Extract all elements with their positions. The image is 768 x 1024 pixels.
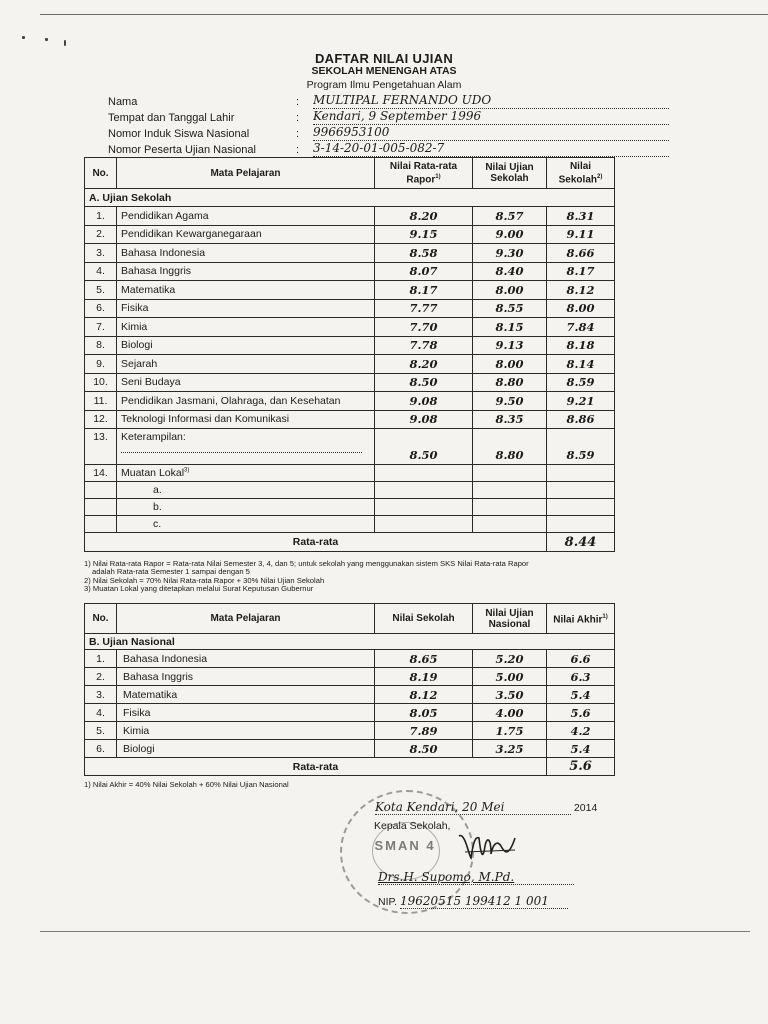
rapor-score: 8.50 [375,429,473,465]
subject-name: Biologi [117,336,375,355]
footnote: 1) Nilai Akhir = 40% Nilai Sekolah + 60% Nilai Ujian Nasional [84,780,289,789]
subject-name: Matematika [117,686,375,704]
school-exam-score: 8.15 [473,318,547,337]
school-grade-score: 8.19 [375,668,473,686]
row-number: 5. [85,722,117,740]
program-name: Program Ilmu Pengetahuan Alam [306,79,462,91]
nisn-value: 9966953100 [313,125,669,141]
identity-label: Nomor Peserta Ujian Nasional [108,144,256,156]
row-number: 5. [85,281,117,300]
rapor-score: 8.58 [375,244,473,263]
subject-name: Fisika [117,704,375,722]
empty-cell [547,465,615,482]
empty-cell [547,499,615,516]
school-level: SEKOLAH MENENGAH ATAS [311,65,457,77]
average-row [85,758,615,776]
rapor-score: 7.77 [375,299,473,318]
national-exam-score: 4.00 [473,704,547,722]
nip-line [378,894,568,909]
table-row [85,740,615,758]
school-exam-score: 8.00 [473,281,547,300]
rapor-score: 9.15 [375,225,473,244]
row-number: 14. [85,465,117,482]
footnotes-b [84,781,289,789]
birth-place-date: Kendari, 9 September 1996 [313,109,669,125]
col-header-subject: Mata Pelajaran [117,604,375,634]
footnote: 2) Nilai Sekolah = 70% Nilai Rata-rata Rapor + 30% Nilai Ujian Sekolah [84,575,325,585]
table-row [85,704,615,722]
row-number: 3. [85,686,117,704]
subject-name [117,465,375,482]
table-row [85,499,615,516]
section-row [85,189,615,207]
scan-speck [22,36,25,39]
empty-cell [85,499,117,516]
average-value: 5.6 [547,758,615,776]
row-number: 2. [85,225,117,244]
document-title: DAFTAR NILAI UJIAN [314,51,454,66]
footnote: 3) Muatan Lokal yang ditetapkan melalui Surat Keputusan Gubernur [84,584,314,594]
row-number: 6. [85,740,117,758]
row-number: 7. [85,318,117,337]
subject-name: Kimia [117,318,375,337]
subject-name: Pendidikan Jasmani, Olahraga, dan Kesehatan [117,392,375,411]
table-header-row [85,604,615,634]
subject-name: Teknologi Informasi dan Komunikasi [117,410,375,429]
school-grade-score: 8.12 [375,686,473,704]
table-row [85,686,615,704]
col-header-final-grade-text: Nilai Akhir [553,614,603,626]
school-exam-score: 9.13 [473,336,547,355]
local-content-item: a. [117,482,375,499]
rapor-score: 7.70 [375,318,473,337]
average-label: Rata-rata [85,533,547,552]
identity-label: Tempat dan Tanggal Lahir [108,112,235,124]
col-header-rapor-text: Nilai Rata-rata Rapor [389,160,458,186]
average-label: Rata-rata [85,758,547,776]
subject-name: Matematika [117,281,375,300]
table-row [85,225,615,244]
footnote-mark: 1) [435,173,441,180]
table-row [85,336,615,355]
col-header-no: No. [85,604,117,634]
col-header-national-exam: Nilai Ujian Nasional [473,604,547,634]
col-header-school-exam: Nilai Ujian Sekolah [473,158,547,189]
average-value: 8.44 [547,533,615,552]
national-exam-score: 1.75 [473,722,547,740]
school-grade-score: 8.66 [547,244,615,263]
empty-cell [375,516,473,533]
school-exam-table [84,157,615,552]
rapor-score: 9.08 [375,392,473,411]
row-number: 2. [85,668,117,686]
rapor-score: 8.20 [375,355,473,374]
footnote: 1) Nilai Rata-rata Rapor = Rata-rata Nilai Semester 3, 4, dan 5; untuk sekolah yang menggunakan sistem SKS Nilai Rata-rata Rapor [84,559,529,568]
empty-cell [473,482,547,499]
section-row [85,634,615,650]
col-header-school-grade: Nilai Sekolah [375,604,473,634]
rapor-score: 8.50 [375,373,473,392]
empty-cell [547,482,615,499]
table-row [85,244,615,263]
rapor-score: 8.07 [375,262,473,281]
table-row [85,392,615,411]
col-header-rapor [375,158,473,189]
subject-name: Bahasa Inggris [117,262,375,281]
school-exam-score: 8.00 [473,355,547,374]
table-row [85,650,615,668]
table-header-row [85,158,615,189]
table-row [85,299,615,318]
subject-name: Pendidikan Agama [117,207,375,226]
subject-name: Bahasa Indonesia [117,244,375,263]
row-number: 6. [85,299,117,318]
nip-label: NIP. [378,896,398,908]
subject-name: Bahasa Inggris [117,668,375,686]
school-grade-score: 8.50 [375,740,473,758]
school-exam-score: 8.57 [473,207,547,226]
scan-speck [45,38,48,41]
subject-label: Muatan Lokal [121,467,185,479]
table-row [85,410,615,429]
row-number: 13. [85,429,117,465]
table-row [85,482,615,499]
scan-bottom-edge [40,931,750,932]
footnote-mark: 2) [597,173,603,180]
final-grade-score: 5.4 [547,686,615,704]
school-exam-score: 8.80 [473,429,547,465]
table-row [85,207,615,226]
table-row [85,281,615,300]
row-number: 8. [85,336,117,355]
local-content-item: c. [117,516,375,533]
identity-colon: : [296,96,300,108]
col-header-final-grade [547,604,615,634]
final-grade-score: 6.3 [547,668,615,686]
stamp-label: SMAN 4 [374,838,436,853]
dotted-fill-line [121,443,362,453]
identity-colon: : [296,144,300,156]
subject-name: Kimia [117,722,375,740]
identity-colon: : [296,128,300,140]
col-header-school-grade [547,158,615,189]
table-row [85,465,615,482]
empty-cell [85,482,117,499]
school-grade-score: 9.21 [547,392,615,411]
school-grade-score: 8.31 [547,207,615,226]
footnote-mark: 1) [602,613,608,620]
subject-name [117,429,375,465]
school-grade-score: 8.17 [547,262,615,281]
identity-colon: : [296,112,300,124]
subject-name: Seni Budaya [117,373,375,392]
place-date: Kota Kendari, 20 Mei [375,800,571,815]
table-row [85,516,615,533]
rapor-score: 8.17 [375,281,473,300]
empty-cell [473,499,547,516]
row-number: 4. [85,262,117,281]
school-grade-score: 8.00 [547,299,615,318]
school-grade-score: 7.89 [375,722,473,740]
row-number: 9. [85,355,117,374]
school-exam-score: 8.55 [473,299,547,318]
col-header-school-grade-text: Nilai Sekolah [558,160,597,186]
col-header-no: No. [85,158,117,189]
empty-cell [473,465,547,482]
sign-year: 2014 [573,802,598,814]
rapor-score: 7.78 [375,336,473,355]
table-row [85,262,615,281]
school-grade-score: 8.12 [547,281,615,300]
subject-name: Bahasa Indonesia [117,650,375,668]
national-exam-score: 5.00 [473,668,547,686]
school-grade-score: 7.84 [547,318,615,337]
subject-name: Biologi [117,740,375,758]
footnote: adalah Rata-rata Semester 1 sampai dengan 5 [92,567,250,577]
footnotes-a [84,560,529,594]
school-exam-score: 9.00 [473,225,547,244]
row-number: 3. [85,244,117,263]
school-exam-score: 9.30 [473,244,547,263]
rapor-score: 8.20 [375,207,473,226]
local-content-item: b. [117,499,375,516]
footnote-mark: 3) [184,467,190,474]
table-row [85,722,615,740]
row-number: 1. [85,650,117,668]
nip-value: 19620515 199412 1 001 [400,894,568,909]
national-exam-score: 3.25 [473,740,547,758]
empty-cell [547,516,615,533]
school-exam-score: 8.35 [473,410,547,429]
school-grade-score: 8.05 [375,704,473,722]
national-exam-table [84,603,615,776]
table-row [85,429,615,465]
scan-top-edge [40,14,768,15]
empty-cell [375,465,473,482]
row-number: 12. [85,410,117,429]
school-grade-score: 9.11 [547,225,615,244]
school-grade-score: 8.59 [547,373,615,392]
school-grade-score: 8.59 [547,429,615,465]
empty-cell [85,516,117,533]
col-header-subject: Mata Pelajaran [117,158,375,189]
rapor-score: 9.08 [375,410,473,429]
student-name: MULTIPAL FERNANDO UDO [313,93,669,109]
final-grade-score: 4.2 [547,722,615,740]
row-number: 4. [85,704,117,722]
final-grade-score: 6.6 [547,650,615,668]
place-date-line [375,800,597,815]
school-exam-score: 8.80 [473,373,547,392]
empty-cell [473,516,547,533]
table-row [85,318,615,337]
empty-cell [375,482,473,499]
principal-title: Kepala Sekolah, [374,820,451,832]
school-grade-score: 8.86 [547,410,615,429]
school-exam-score: 9.50 [473,392,547,411]
school-grade-score: 8.18 [547,336,615,355]
principal-name: Drs.H. Supomo, M.Pd. [378,870,574,885]
row-number: 11. [85,392,117,411]
principal-name-line [378,870,574,885]
subject-name: Fisika [117,299,375,318]
table-row [85,355,615,374]
section-title: A. Ujian Sekolah [85,189,615,207]
table-row [85,668,615,686]
scan-speck [64,40,66,46]
national-exam-score: 5.20 [473,650,547,668]
section-title: B. Ujian Nasional [85,634,615,650]
empty-cell [375,499,473,516]
subject-name: Sejarah [117,355,375,374]
national-exam-score: 3.50 [473,686,547,704]
final-grade-score: 5.6 [547,704,615,722]
table-row [85,373,615,392]
exam-number-value: 3-14-20-01-005-082-7 [313,141,669,157]
school-grade-score: 8.14 [547,355,615,374]
handwritten-signature [455,826,525,876]
identity-label: Nomor Induk Siswa Nasional [108,128,250,140]
row-number: 1. [85,207,117,226]
school-exam-score: 8.40 [473,262,547,281]
average-row [85,533,615,552]
school-grade-score: 8.65 [375,650,473,668]
subject-label: Keterampilan: [121,431,186,443]
subject-name: Pendidikan Kewarganegaraan [117,225,375,244]
row-number: 10. [85,373,117,392]
final-grade-score: 5.4 [547,740,615,758]
identity-label: Nama [108,96,138,108]
